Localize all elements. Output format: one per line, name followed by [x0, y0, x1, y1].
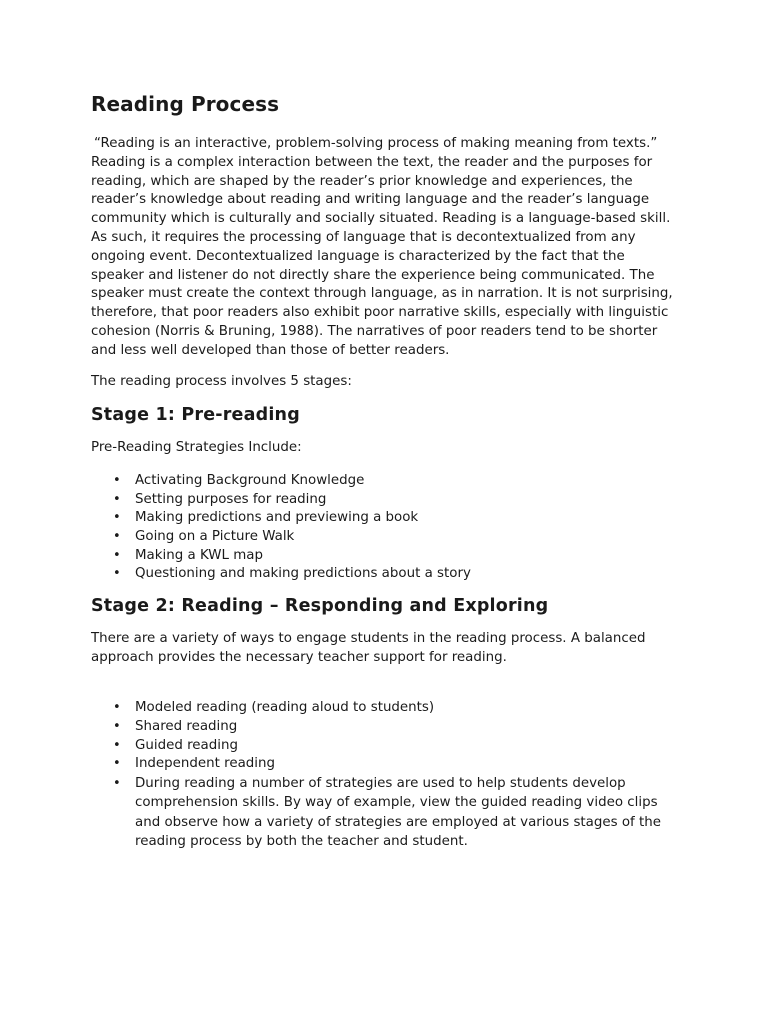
stages-intro: The reading process involves 5 stages:: [91, 373, 352, 389]
bullet-icon: •: [113, 718, 121, 734]
list-item: • Going on a Picture Walk: [91, 528, 681, 547]
bullet-icon: •: [113, 510, 121, 526]
bullet-icon: •: [113, 566, 121, 582]
list-item: • Making a KWL map: [91, 547, 681, 566]
stage2-lead: There are a variety of ways to engage students in the reading process. A balanced approach provides the necessary teacher support for reading.: [91, 630, 646, 665]
stage2-list: [91, 699, 681, 852]
list-item: • Modeled reading (reading aloud to students): [91, 699, 681, 718]
bullet-icon: •: [113, 737, 121, 753]
bullet-icon: •: [113, 547, 121, 563]
list-item: • Questioning and making predictions about a story: [91, 565, 681, 584]
page-title: Reading Process: [91, 92, 280, 116]
list-item: • Setting purposes for reading: [91, 491, 681, 510]
list-item: • Independent reading: [91, 755, 681, 774]
list-item: • Activating Background Knowledge: [91, 472, 681, 491]
bullet-icon: •: [113, 473, 121, 489]
document-page: [91, 90, 681, 864]
list-item: • Making predictions and previewing a book: [91, 509, 681, 528]
list-item: • Guided reading: [91, 737, 681, 756]
bullet-icon: •: [113, 775, 121, 791]
stage2-heading: Stage 2: Reading – Responding and Exploring: [91, 595, 549, 616]
stage1-heading: Stage 1: Pre-reading: [91, 405, 300, 426]
intro-paragraph: “Reading is an interactive, problem-solving process of making meaning from texts.” Reading is a complex interaction between the text, the reader and the purposes for reading, which are shaped by the reader’s prior knowledge and experiences, the reader’s knowledge about reading and writing language and the reader’s language community which is culturally and socially situated. Reading is a language-based skill. As such, it requires the processing of language that is decontextualized from any ongoing event. Decontextualized language is characterized by the fact that the speaker and listener do not directly share the experience being communicated. The speaker must create the context through language, as in narration. It is not surprising, therefore, that poor readers also exhibit poor narrative skills, especially with linguistic cohesion (Norris & Bruning, 1988). The narratives of poor readers tend to be shorter and less well developed than those of better readers.: [91, 136, 673, 358]
bullet-icon: •: [113, 528, 121, 544]
bullet-icon: •: [113, 756, 121, 772]
list-item: • Shared reading: [91, 718, 681, 737]
bullet-icon: •: [113, 491, 121, 507]
stage1-list: [91, 472, 681, 584]
list-item: • During reading a number of strategies are used to help students develop comprehension skills. By way of example, view the guided reading video clips and observe how a variety of strategies are employed at various stages of the reading process by both the teacher and student.: [113, 775, 661, 850]
bullet-icon: •: [113, 700, 121, 716]
stage1-lead: Pre-Reading Strategies Include:: [91, 440, 302, 456]
